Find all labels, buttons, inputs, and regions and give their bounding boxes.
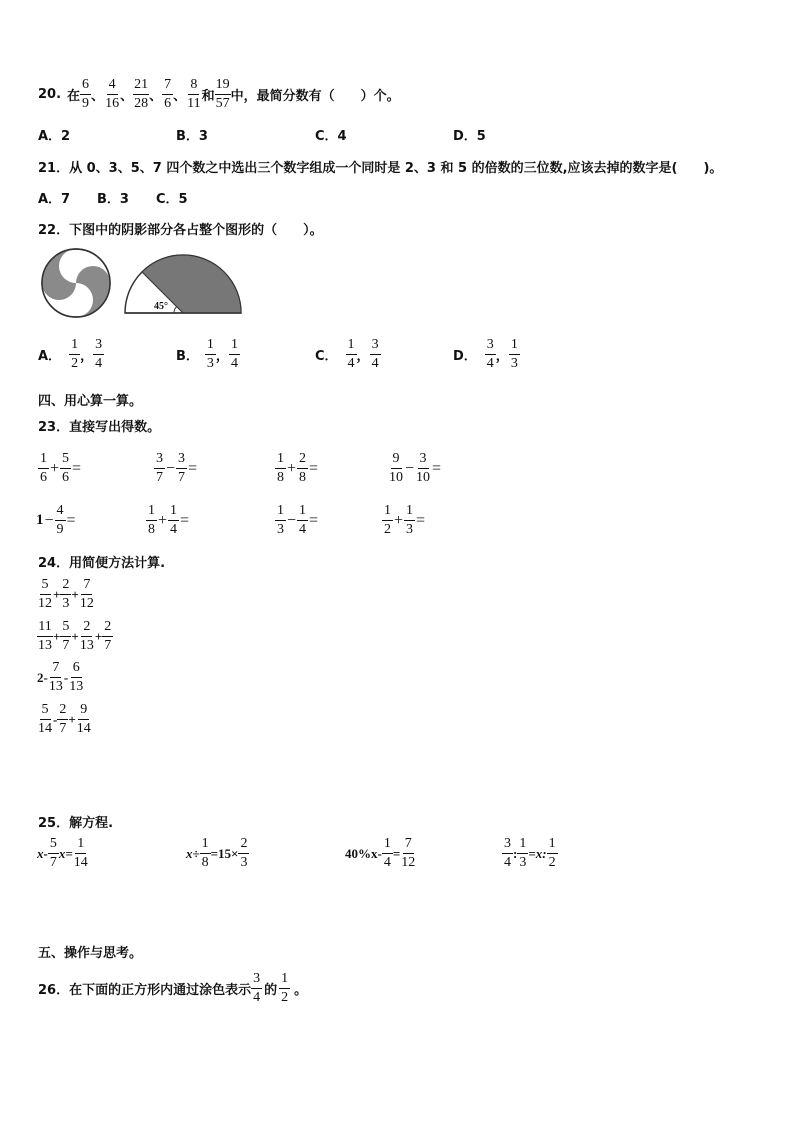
q23-item: 9 10 − $\frac{3}{10}$ = [389, 451, 442, 485]
q23-stem: 23．直接写出得数。 [38, 420, 161, 435]
semicircle-figure [122, 252, 244, 318]
q24-expression: 2- 7 13 - 6 13 [37, 660, 84, 694]
q21-stem: 21．从 0、3、5、7 四个数之中选出三个数字组成一个同时是 2、3 和 5 的倍数的三位数,应该去掉的数字是( )。 [38, 161, 723, 176]
q23-item: 1 2 + $\frac{1}{3}$ = [384, 503, 426, 537]
fraction: 6 9 [82, 77, 90, 111]
q20-option-a: A．2 [38, 129, 71, 144]
q22-option-b: B． 1 3 ， 1 4 [176, 337, 238, 371]
q20-option-c: C．4 [315, 129, 347, 144]
q20-option-d: D．5 [453, 129, 486, 144]
fraction: 7 6 [164, 77, 172, 111]
section-5-title: 五、操作与思考。 [38, 946, 143, 961]
q23-item: 1 3 − $\frac{1}{4}$ = [277, 503, 319, 537]
q25-equation: x- 5 7 x= $\frac{1}{14}$ [37, 836, 88, 870]
q23-item: 1 8 + $\frac{1}{4}$ = [148, 503, 190, 537]
q20-number: 20. [38, 87, 62, 102]
q25-equation: x÷ $\frac{1}{8}$ =15× $\frac{2}{3}$ [186, 836, 248, 870]
q25-equation: 3 4 : $\frac{1}{3}$ =x: 1 2 [504, 836, 556, 870]
fraction: 19 57 [215, 77, 230, 111]
q24-expression: 5 12 + $\frac{2}{3}$ + $\frac{7}{12}$ [38, 577, 94, 611]
q24-expression: 11 13 + $\frac{5}{7}$ + $\frac{2}{13}$ + $\frac{2}{7}$ [38, 619, 112, 653]
q25-stem: 25．解方程. [38, 816, 114, 831]
q23-item: 1 6 + $\frac{5}{6}$ = [40, 451, 82, 485]
q20-stem: 20. 在 6 9 、 4 16 、 21 28 、 7 6 、 8 11 和 19 57 中，最简分数有（ ）个。 [38, 77, 400, 111]
q21-option-a: A．7 [38, 192, 71, 207]
q25-equation: 40%x- $\frac{1}{4}$ = $\frac{7}{12}$ [345, 836, 416, 870]
section-4-title: 四、用心算一算。 [38, 394, 143, 409]
q21-option-b: B．3 [97, 192, 129, 207]
q22-option-c: C． 1 4 ， 3 4 [315, 337, 379, 371]
pinwheel-circle-figure [38, 248, 116, 318]
q21-option-c: C．5 [156, 192, 188, 207]
q23-item: 3 7 − $\frac{3}{7}$ = [156, 451, 198, 485]
fraction: 21 28 [134, 77, 149, 111]
q22-option-a: A． 1 2 ， 3 4 [38, 337, 103, 371]
q26-stem: 26．在下面的正方形内通过涂色表示 3 4 的 1 2 。 [38, 971, 308, 1005]
q23-item: 1 8 + $\frac{2}{8}$ = [277, 451, 319, 485]
q23-item: 1 − $\frac{4}{9}$ = [36, 503, 76, 537]
fraction: 8 11 [187, 77, 201, 111]
q22-stem: 22．下图中的阴影部分各占整个图形的（ ）。 [38, 223, 323, 238]
q24-expression: 5 14 - 2 7 + $\frac{9}{14}$ [38, 702, 91, 736]
fraction: 4 16 [105, 77, 120, 111]
q20-option-b: B．3 [176, 129, 208, 144]
q22-option-d: D． 3 4 ， 1 3 [453, 337, 518, 371]
q24-stem: 24．用简便方法计算. [38, 556, 166, 571]
angle-label: 45° [154, 301, 168, 312]
